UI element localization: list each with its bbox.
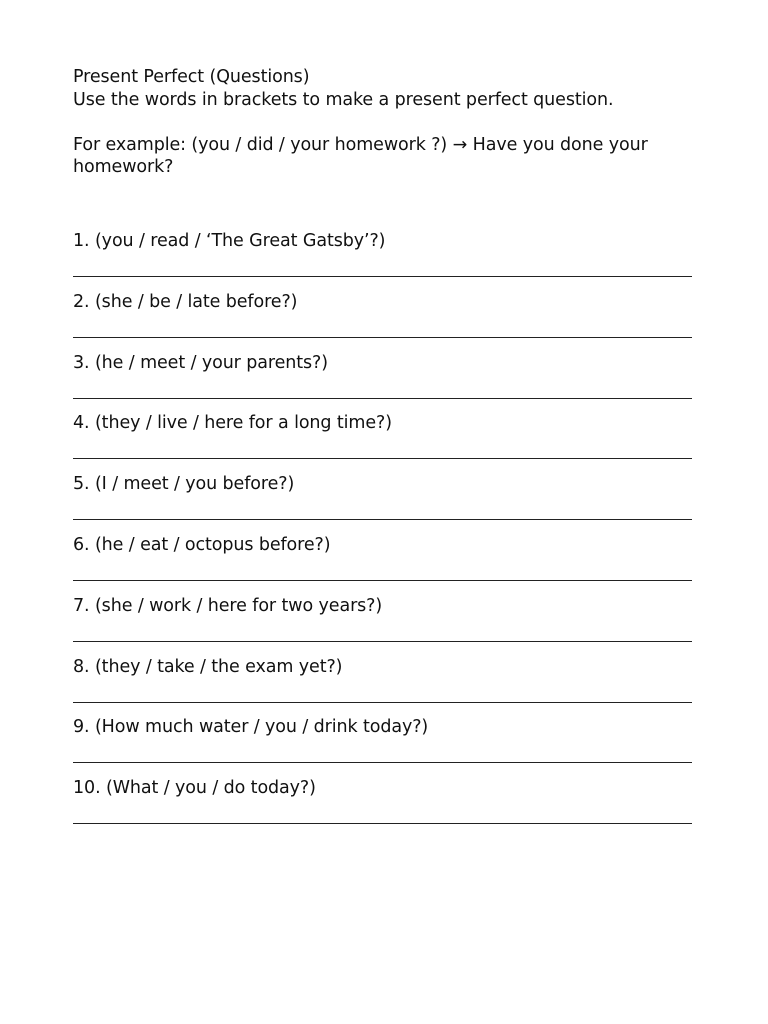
question-item [73,776,693,837]
question-list [73,229,693,837]
question-prompt: 3. (he / meet / your parents?) [73,352,328,373]
question-prompt: 5. (I / meet / you before?) [73,474,295,495]
answer-line[interactable] [73,641,692,642]
question-item [73,715,693,776]
answer-line[interactable] [73,337,692,338]
question-prompt: 6. (he / eat / octopus before?) [73,534,331,555]
answer-line[interactable] [73,762,692,763]
question-prompt: 8. (they / take / the exam yet?) [73,656,343,677]
worksheet-title: Present Perfect (Questions) [73,67,310,87]
answer-line[interactable] [73,580,692,581]
question-prompt: 1. (you / read / ‘The Great Gatsby’?) [73,231,386,251]
question-item [73,229,693,290]
worksheet-header [73,66,693,178]
question-prompt: 2. (she / be / late before?) [73,291,298,312]
question-item [73,351,693,412]
question-item [73,533,693,594]
question-prompt: 7. (she / work / here for two years?) [73,595,383,616]
question-item [73,472,693,533]
question-item [73,411,693,472]
worksheet-instruction: Use the words in brackets to make a present perfect question. [73,90,614,110]
question-prompt: 10. (What / you / do today?) [73,778,316,799]
answer-line[interactable] [73,398,692,399]
answer-line[interactable] [73,702,692,703]
answer-line[interactable] [73,276,692,277]
question-item [73,655,693,716]
answer-line[interactable] [73,823,692,824]
question-prompt: 9. (How much water / you / drink today?) [73,717,429,738]
question-item [73,594,693,655]
question-prompt: 4. (they / live / here for a long time?) [73,413,392,434]
answer-line[interactable] [73,519,692,520]
worksheet-example: For example: (you / did / your homework ?) → Have you done your homework? [73,135,648,177]
question-item [73,290,693,351]
answer-line[interactable] [73,458,692,459]
